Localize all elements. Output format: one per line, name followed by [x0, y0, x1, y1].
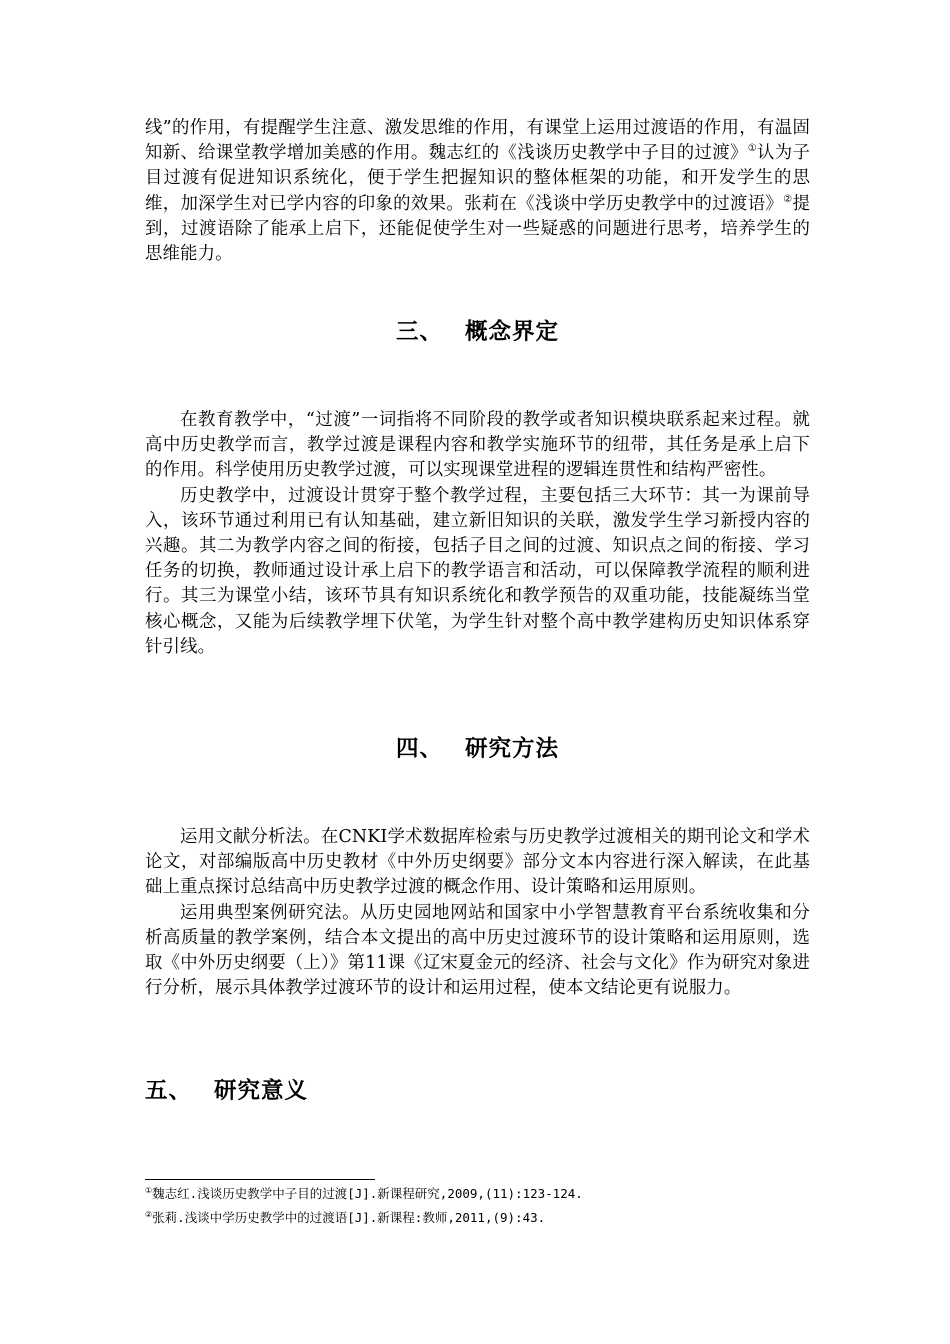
footnote-text-2: 张莉.浅谈中学历史教学中的过渡语[J].新课程:教师,2011,(9):43.	[152, 1210, 546, 1225]
section4-paragraph-1: 运用文献分析法。在CNKI学术数据库检索与历史教学过渡相关的期刊论文和学术论文，对部编版高中历史教材《中外历史纲要》部分文本内容进行深入解读，在此基础上重点探讨总结高中历史教学过渡的概念作用、设计策略和运用原则。	[145, 827, 810, 898]
section-title-4: 研究方法	[465, 736, 560, 762]
section4-body	[145, 825, 810, 1001]
footnote-mark-1: ①	[145, 1186, 153, 1195]
footnote-text-1: 魏志红.浅谈历史教学中子目的过渡[J].新课程研究,2009,(11):123-124.	[152, 1186, 583, 1201]
section-heading-4	[145, 731, 810, 763]
section-number-5: 五、	[145, 1078, 193, 1104]
footnote-ref-1[interactable]: ①	[747, 143, 758, 155]
section-number-3: 三、	[395, 319, 443, 345]
footnote-ref-2[interactable]: ②	[783, 193, 793, 205]
section3-paragraph-2: 历史教学中，过渡设计贯穿于整个教学过程，主要包括三大环节：其一为课前导入，该环节通过利用已有认知基础，建立新旧知识的关联，激发学生学习新授内容的兴趣。其二为教学内容之间的衔接，包括子目之间的过渡、知识点之间的衔接、学习任务的切换，教师通过设计承上启下的教学语言和活动，可以保障教学流程的顺利进行。其三为课堂小结，该环节具有知识系统化和教学预告的双重功能，技能凝练当堂核心概念，又能为后续教学埋下伏笔，为学生针对整个高中教学建构历史知识体系穿针引线。	[145, 485, 810, 657]
section3-paragraph-1: 在教育教学中，“过渡”一词指将不同阶段的教学或者知识模块联系起来过程。就高中历史教学而言，教学过渡是课程内容和教学实施环节的纽带，其任务是承上启下的作用。科学使用历史教学过渡，可以实现课堂进程的逻辑连贯性和结构严密性。	[145, 410, 810, 481]
section4-paragraph-2: 运用典型案例研究法。从历史园地网站和国家中小学智慧教育平台系统收集和分析高质量的教学案例，结合本文提出的高中历史过渡环节的设计策略和运用原则，选取《中外历史纲要（上）》第11课《辽宋夏金元的经济、社会与文化》作为研究对象进行分析，展示具体教学过渡环节的设计和运用过程，使本文结论更有说服力。	[145, 902, 810, 999]
section-number-4: 四、	[395, 736, 443, 762]
intro-text-1: 线”的作用，有提醒学生注意、激发思维的作用，有课堂上运用过渡语的作用，有温固知新、给课堂教学增加美感的作用。魏志红的《浅谈历史教学中子目的过渡》	[145, 118, 810, 164]
section-heading-3	[145, 314, 810, 346]
footnote-1	[145, 1185, 810, 1203]
footnote-2	[145, 1209, 810, 1227]
footnote-mark-2: ②	[145, 1210, 153, 1219]
intro-text-2: 认为子目过渡有促进知识系统化，便于学生把握知识的整体框架的功能，和开发学生的思维，加深学生对已学内容的印象的效果。张莉在《浅谈中学历史教学中的过渡语》	[145, 143, 811, 214]
intro-paragraph-block	[145, 116, 810, 267]
section3-body	[145, 408, 810, 660]
section-title-5: 研究意义	[214, 1078, 309, 1104]
intro-paragraph	[145, 116, 810, 267]
footnote-divider	[145, 1179, 375, 1180]
section-title-3: 概念界定	[465, 319, 560, 345]
intro-text-3: 提到，过渡语除了能承上启下，还能促使学生对一些疑惑的问题进行思考，培养学生的思维能力。	[145, 193, 810, 265]
section-heading-5	[145, 1073, 308, 1105]
